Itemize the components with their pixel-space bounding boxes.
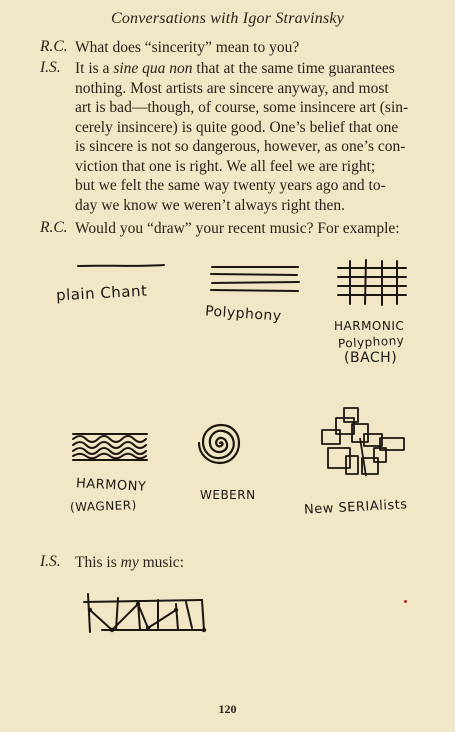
question-sincerity: What does “sincerity” mean to you? xyxy=(75,39,300,56)
plain-chant-line-drawing xyxy=(76,262,166,270)
polyphony-lines-drawing xyxy=(208,262,302,298)
question-draw-music: Would you “draw” your recent music? For example: xyxy=(75,220,400,237)
speaker-rc: R.C. xyxy=(40,38,68,55)
answer-line: viction that one is right. We all feel we are right; xyxy=(75,157,376,175)
webern-spiral-drawing xyxy=(194,418,246,468)
statement-text: This is xyxy=(75,554,121,571)
speaker-is: I.S. xyxy=(40,553,61,570)
harmony-braid-drawing xyxy=(70,430,150,464)
harmonic-polyphony-grid-drawing xyxy=(334,258,410,308)
answer-line: cerely insincere) is quite good. One’s belief that one xyxy=(75,118,399,136)
my-music-statement xyxy=(75,553,184,573)
statement-emphasis: my xyxy=(120,554,139,571)
polyphony-label-line: Polyphony xyxy=(337,333,405,351)
new-serialists-blocks-drawing xyxy=(316,404,408,484)
running-head: Conversations with Igor Stravinsky xyxy=(110,10,344,27)
ink-spot xyxy=(404,600,407,603)
statement-text: music: xyxy=(138,554,184,571)
bach-label-line: (BACH) xyxy=(344,350,398,366)
answer-sincerity xyxy=(75,59,437,215)
wagner-label-line: (WAGNER) xyxy=(69,498,137,515)
polyphony-label: Polyphony xyxy=(204,303,283,325)
harmonic-label-line: HARMONIC xyxy=(334,319,405,333)
answer-line: art is bad—though, of course, some insincere art (sin- xyxy=(75,99,409,116)
answer-line: It is a sine qua non that at the same time guarantees xyxy=(75,60,395,77)
answer-line: is sincere is not so dangerous, however, as one’s con- xyxy=(75,138,406,155)
speaker-rc: R.C. xyxy=(40,219,68,236)
harmony-label-line: HARMONY xyxy=(75,476,147,495)
my-music-drawing xyxy=(82,590,208,638)
webern-label: WEBERN xyxy=(200,488,256,502)
answer-line: day we know we weren’t always right then. xyxy=(75,196,346,214)
latin-phrase: sine qua non xyxy=(113,60,193,77)
plain-chant-label: plain Chant xyxy=(55,281,148,305)
new-serialists-label: New SERIAlists xyxy=(303,497,408,518)
harmony-label xyxy=(70,476,146,516)
speaker-is: I.S. xyxy=(40,59,61,76)
answer-line: nothing. Most artists are sincere anyway, and most xyxy=(75,79,389,97)
harmonic-polyphony-label xyxy=(334,318,404,366)
answer-line: but we felt the same way twenty years ago and to- xyxy=(75,177,386,194)
page-number: 120 xyxy=(218,702,237,716)
